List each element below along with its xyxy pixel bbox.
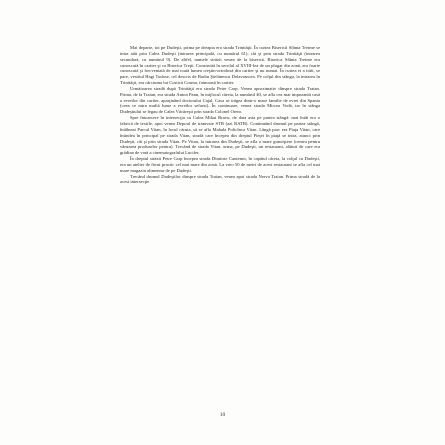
paragraph-1: Mai departe, tot pe Dudeşti, prima pe dreapta era strada Trinităţii. În curtea Bisericii Sfânta Treime se intra atât prin Calea Dudeşti (intrarea principală, cu numărul 61), cât şi prin strada Trinităţii (intrarea secundară, cu numărul 9). De altfel, numele străzii venea de la biserică. Biserica Sfânta Treime era cunoscută în cartier şi ca Biserica Treţii. Construită în secolul al XVIII-lea de un plugar din zonă, era foarte cunoscută şi frecventată de mai toată lumea creştin-ortodoxă din cartier şi nu numai. În curtea ei a trăit, se pare, vestitul Hagi Tudose, cel descris de Barbu Ştefănescu Delavrancea. Pe colţul din stânga, la intrarea în Trinităţii, era cârciuma lui Costică Cosma, faimoasă în cartier.: [120, 45, 320, 86]
page-number: 10: [219, 412, 226, 418]
body-text: [120, 45, 320, 185]
paragraph-2: Următoarea stradă după Trinităţii era strada Petre Carp. Venea aproximativ dinspre strada Traian. Prima, de la Traian, era strada Anton Pann, în mijlocul căreia, la numărul 40, se afla cea mai impozantă casă a evreilor din cartier, aparţinând doctorului Cajal. Casa se trăgea dintr-o mare familie de evrei din Spania (ceea ce mira multă lume a evreilor sefarzi). În continuare, venea strada Mircea Vodă, iar în stânga Dudeştiului se legau de Calea Văcăreşti prin strada Colonel Orero.: [120, 85, 320, 115]
paragraph-5: Trecând drumul Dudeştilor dinspre strada Traian, venea apoi strada Nerva Traian. Prima stradă de la acest intersecţie: [120, 173, 320, 185]
paragraph-4: În dreptul străzii Petre Carp începea strada Dimitrie Cantemir, în capătul căreia, la colţul cu Dudeşti, era un atelier de făcut practic cel mai mare din zonă. La vreo 50 de metri de acest restaurant se afla cel mai mare magazin alimentar de pe Dudeşti.: [120, 156, 320, 173]
paragraph-3: Spre întoarcere în intersecţia cu Calea Mihai Bravu, de data asta pe partea stângă: mai întâi era o fabrică de textile, apoi venea Depoul de tramvaie STB (azi RATB). Continuând drumul pe partea stângă, întâlneai Parcul Vitan, în locul căruia, să se afla Mahala Policînca Vitan. Lângă parc era Piaţa Vitan, care întindea în principal pe strada Vitan, stradă care începea din dreptul Pieţei în piaţă se intra, atunci prin Dudeşti, cât şi prin strada Vitan. Pe Vitan, la intrarea din Dudeşti, se afla o mare gunoiştere (centru pentru vânzarea produselor pentru). Trecând de strada Vitan, urma, pe Dudeşti, un restaurant, alături de care era grădina de vară a cinematografului Lucifer.: [120, 115, 320, 156]
